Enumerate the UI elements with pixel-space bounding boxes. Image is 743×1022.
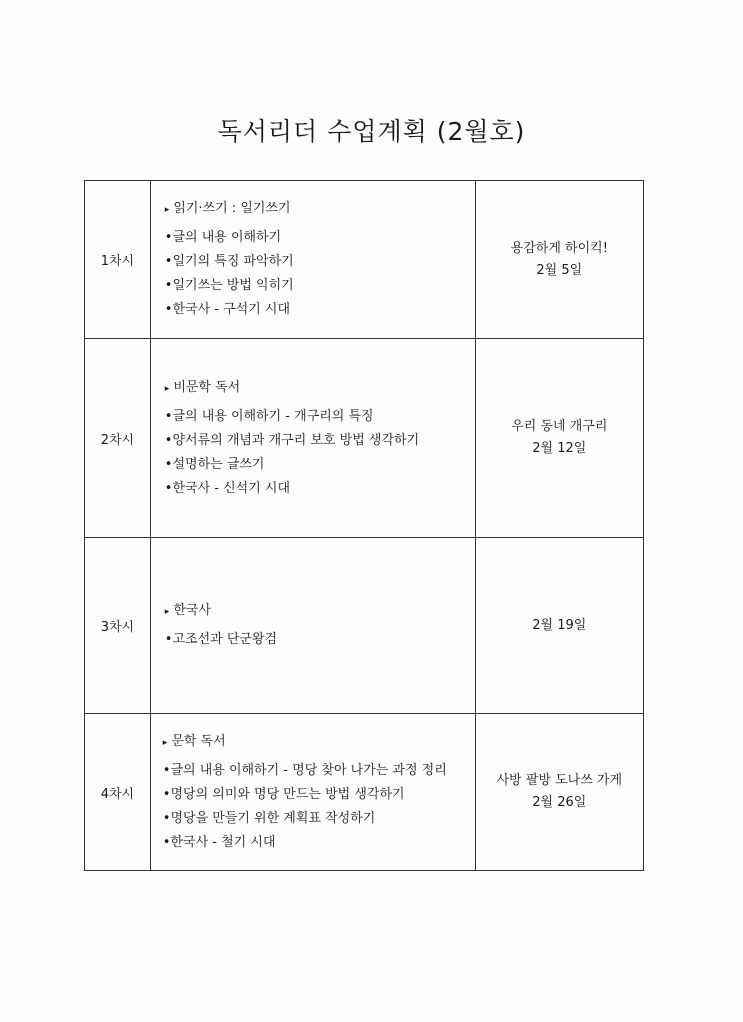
triangle-bullet-icon: ▸ — [162, 737, 168, 748]
book-title: 사방 팔방 도나쓰 가게 — [496, 773, 622, 788]
session-label: 3차시 — [85, 538, 151, 714]
session-content — [150, 181, 475, 339]
session-date: 2월 5일 — [536, 262, 583, 278]
session-row-4 — [85, 714, 644, 871]
list-item: •양서류의 개념과 개구리 보호 방법 생각하기 — [164, 432, 420, 448]
session-content — [150, 538, 475, 714]
list-item: •한국사 - 철기 시대 — [162, 834, 276, 850]
session-info — [475, 714, 643, 871]
list-item: •고조선과 단군왕검 — [164, 632, 278, 647]
session-row-3 — [85, 538, 644, 714]
session-date: 2월 19일 — [532, 617, 587, 633]
list-item: •글의 내용 이해하기 - 명당 찾아 나가는 과정 정리 — [162, 762, 447, 778]
topic-text: 한국사 — [173, 603, 211, 618]
session-topic — [165, 376, 475, 395]
book-title: 우리 동네 개구리 — [511, 419, 608, 434]
topic-text: 문학 독서 — [171, 733, 226, 749]
session-topic — [165, 599, 475, 618]
list-item: •명당의 의미와 명당 만드는 방법 생각하기 — [162, 786, 405, 802]
page-title: 독서리더 수업계획 (2월호) — [217, 117, 526, 146]
session-content — [150, 339, 475, 538]
session-date: 2월 12일 — [532, 441, 587, 456]
book-title: 용감하게 하이킥! — [510, 240, 608, 256]
session-row-2 — [85, 339, 644, 538]
session-topic — [165, 197, 475, 216]
session-label: 2차시 — [85, 339, 151, 538]
list-item: •글의 내용 이해하기 - 개구리의 특징 — [164, 408, 374, 424]
list-item: •한국사 - 신석기 시대 — [164, 480, 291, 496]
session-date: 2월 26일 — [532, 795, 587, 810]
list-item: •글의 내용 이해하기 — [164, 230, 282, 245]
session-label: 1차시 — [85, 181, 151, 339]
session-info — [475, 538, 643, 714]
topic-text: 읽기·쓰기 : 일기쓰기 — [173, 201, 291, 216]
session-content — [150, 714, 475, 871]
topic-text: 비문학 독서 — [173, 379, 241, 395]
list-item: •한국사 - 구석기 시대 — [164, 302, 291, 317]
session-info — [475, 181, 643, 339]
list-item: •일기쓰는 방법 익히기 — [164, 278, 294, 293]
session-topic — [163, 730, 475, 749]
triangle-bullet-icon: ▸ — [164, 383, 170, 394]
triangle-bullet-icon: ▸ — [164, 607, 170, 617]
list-item: •일기의 특징 파악하기 — [164, 254, 294, 269]
session-row-1 — [85, 181, 644, 339]
session-info — [475, 339, 643, 538]
triangle-bullet-icon: ▸ — [164, 205, 170, 215]
session-label: 4차시 — [85, 714, 151, 871]
list-item: •명당을 만들기 위한 계획표 작성하기 — [162, 810, 376, 826]
lesson-plan-table — [84, 180, 644, 871]
list-item: •설명하는 글쓰기 — [164, 456, 265, 472]
